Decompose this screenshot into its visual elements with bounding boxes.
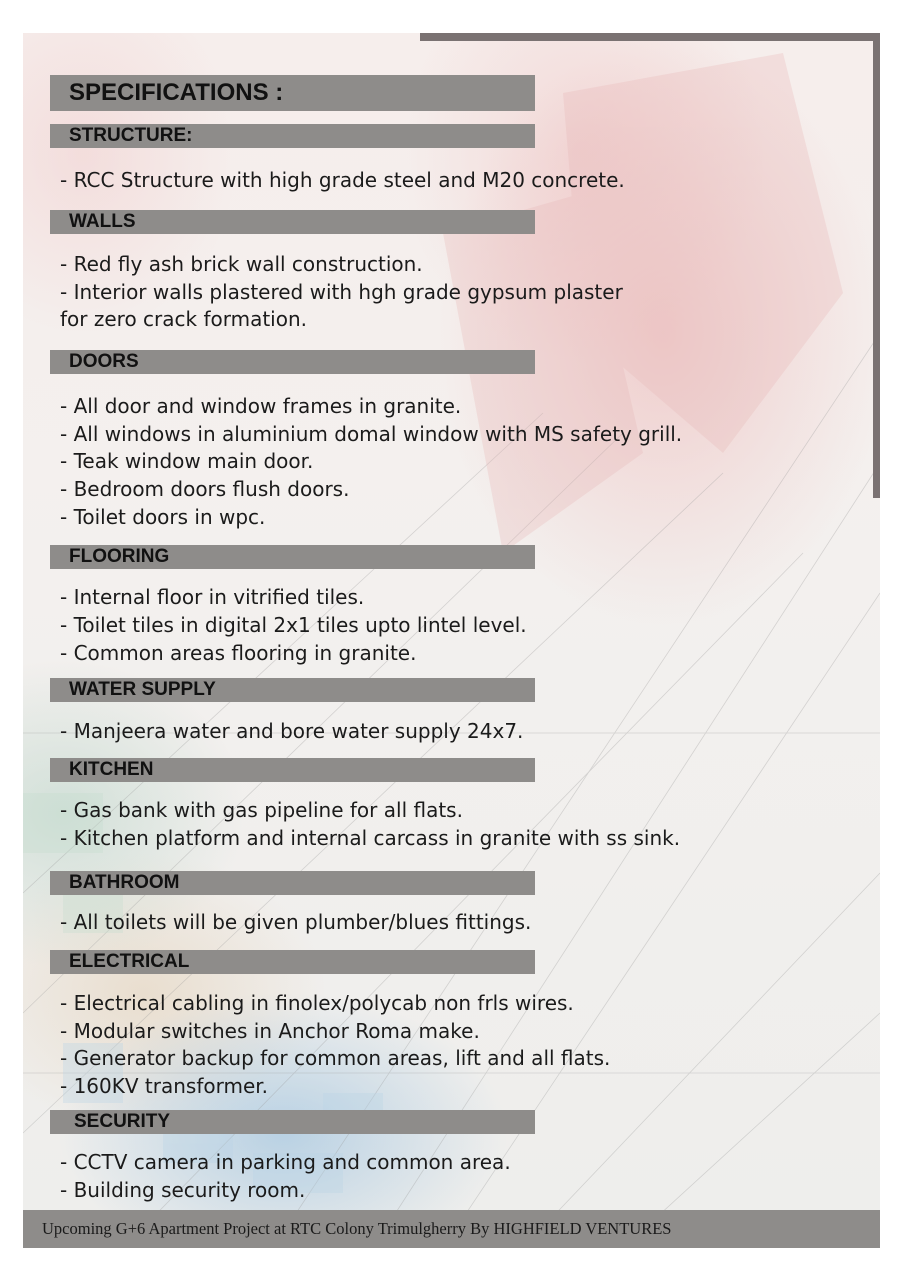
bathroom-item-1: - All toilets will be given plumber/blues fittings. [60, 910, 532, 934]
section-heading-electrical: ELECTRICAL [50, 950, 535, 974]
electrical-item-2: - Modular switches in Anchor Roma make. [60, 1019, 480, 1043]
security-item-2: - Building security room. [60, 1178, 306, 1202]
right-accent-bar [873, 33, 880, 498]
electrical-item-3: - Generator backup for common areas, lift and all flats. [60, 1046, 611, 1070]
section-heading-flooring: FLOORING [50, 545, 535, 569]
electrical-item-4: - 160KV transformer. [60, 1074, 268, 1098]
electrical-item-1: - Electrical cabling in finolex/polycab non frls wires. [60, 991, 574, 1015]
page-title: SPECIFICATIONS : [50, 75, 535, 111]
section-heading-doors: DOORS [50, 350, 535, 374]
walls-item-3: for zero crack formation. [60, 307, 308, 331]
doors-item-5: - Toilet doors in wpc. [60, 505, 266, 529]
section-heading-kitchen: KITCHEN [50, 758, 535, 782]
walls-item-1: - Red fly ash brick wall construction. [60, 252, 423, 276]
kitchen-item-1: - Gas bank with gas pipeline for all flats. [60, 798, 463, 822]
doors-item-2: - All windows in aluminium domal window with MS safety grill. [60, 422, 683, 446]
footer-banner: Upcoming G+6 Apartment Project at RTC Colony Trimulgherry By HIGHFIELD VENTURES [23, 1210, 880, 1248]
spec-sheet [23, 33, 880, 1248]
flooring-item-3: - Common areas flooring in granite. [60, 641, 417, 665]
doors-item-4: - Bedroom doors flush doors. [60, 477, 350, 501]
section-heading-structure: STRUCTURE: [50, 124, 535, 148]
flooring-item-2: - Toilet tiles in digital 2x1 tiles upto lintel level. [60, 613, 527, 637]
structure-item-1: - RCC Structure with high grade steel and M20 concrete. [60, 168, 625, 192]
doors-item-1: - All door and window frames in granite. [60, 394, 462, 418]
doors-item-3: - Teak window main door. [60, 449, 314, 473]
flooring-item-1: - Internal floor in vitrified tiles. [60, 585, 365, 609]
section-heading-walls: WALLS [50, 210, 535, 234]
water-supply-item-1: - Manjeera water and bore water supply 24x7. [60, 719, 524, 743]
section-heading-security: SECURITY [50, 1110, 535, 1134]
kitchen-item-2: - Kitchen platform and internal carcass in granite with ss sink. [60, 826, 681, 850]
section-heading-water-supply: WATER SUPPLY [50, 678, 535, 702]
walls-item-2: - Interior walls plastered with hgh grade gypsum plaster [60, 280, 623, 304]
section-heading-bathroom: BATHROOM [50, 871, 535, 895]
top-accent-bar [420, 33, 880, 41]
security-item-1: - CCTV camera in parking and common area. [60, 1150, 511, 1174]
